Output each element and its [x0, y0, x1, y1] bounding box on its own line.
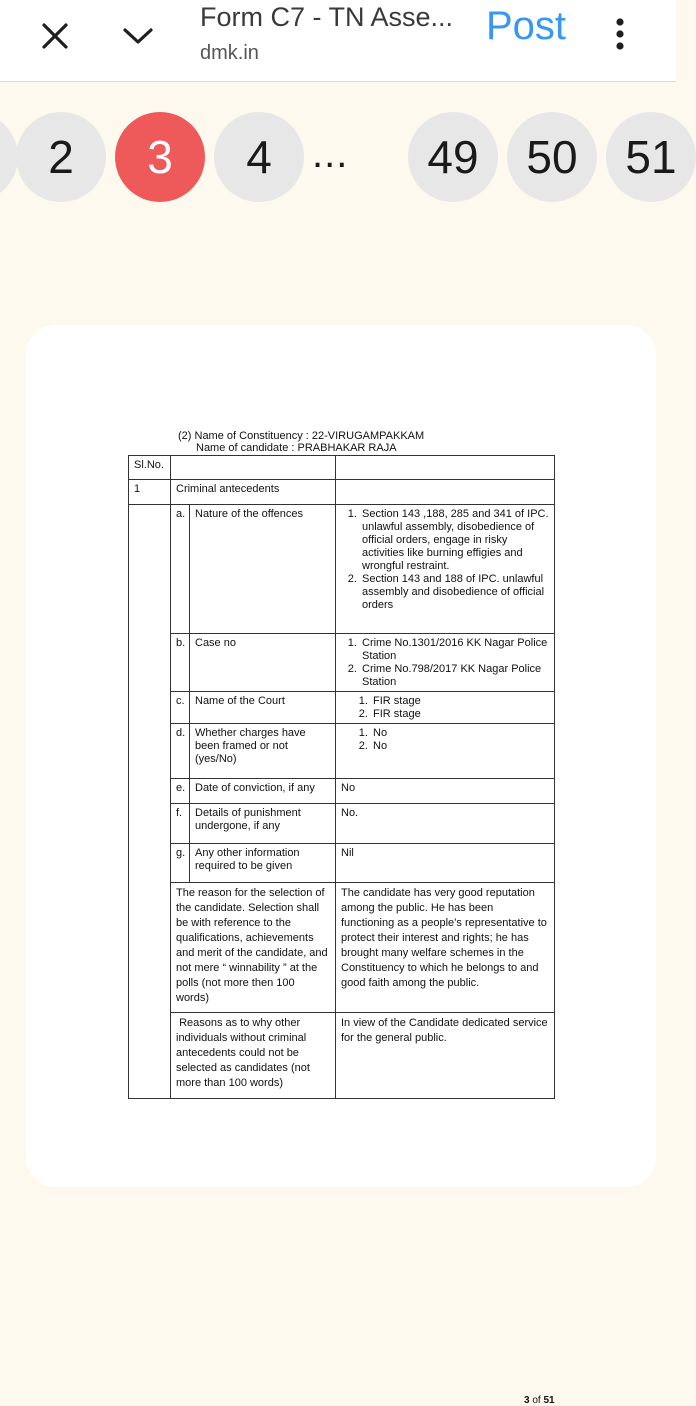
item-value: No.	[336, 804, 555, 844]
item-label: Whether charges have been framed or not (yes/No)	[190, 724, 336, 779]
item-label: Nature of the offences	[190, 505, 336, 634]
item-label: Date of conviction, if any	[190, 779, 336, 804]
page-button-51[interactable]: 51	[606, 112, 696, 202]
table-row	[129, 883, 555, 1013]
close-icon	[41, 22, 69, 50]
page-number: 3 of 51	[524, 1395, 555, 1406]
browser-top-bar	[0, 0, 676, 82]
row-number: 1	[129, 480, 171, 505]
others-value: In view of the Candidate dedicated service for the general public.	[336, 1013, 555, 1099]
table-row	[129, 505, 555, 634]
others-label: Reasons as to why other individuals without criminal antecedents could not be selected as candidates (not more than 100 words)	[171, 1013, 336, 1099]
item-label: Any other information required to be given	[190, 844, 336, 883]
item-letter: f.	[171, 804, 190, 844]
close-button[interactable]	[30, 14, 80, 58]
item-label: Case no	[190, 634, 336, 692]
table-row	[129, 634, 555, 692]
page-domain[interactable]: dmk.in	[200, 42, 259, 64]
page-button-4[interactable]: 4	[214, 112, 304, 202]
page-selector	[0, 112, 676, 202]
table-row	[129, 1013, 555, 1099]
table-row	[129, 779, 555, 804]
table-header-row	[129, 456, 555, 480]
page-ellipsis: ...	[312, 132, 349, 176]
table-row	[129, 804, 555, 844]
item-label: Details of punishment undergone, if any	[190, 804, 336, 844]
item-letter: d.	[171, 724, 190, 779]
reason-label: The reason for the selection of the candidate. Selection shall be with reference to the qualifications, achievements and merit of the candidate, and not mere “ winnability ” at the polls (not more then 100 words)	[171, 883, 336, 1013]
slno-header: Sl.No.	[129, 456, 171, 480]
item-letter: c.	[171, 692, 190, 724]
reason-value: The candidate has very good reputation among the public. He has been functioning as a people’s representative to protect their interest and rights; he has brought many welfare schemes in the Constituency to which he belongs to and good faith among the public.	[336, 883, 555, 1013]
candidate-line: Name of candidate : PRABHAKAR RAJA	[196, 442, 397, 454]
item-label: Name of the Court	[190, 692, 336, 724]
page-button-2[interactable]: 2	[16, 112, 106, 202]
collapse-button[interactable]	[114, 14, 162, 58]
page-title: Form C7 - TN Asse...	[200, 2, 454, 32]
item-value: 1. FIR stage 2. FIR stage	[336, 692, 555, 724]
item-value: Nil	[336, 844, 555, 883]
criminal-antecedents-table	[128, 455, 555, 1099]
item-letter: g.	[171, 844, 190, 883]
item-letter: e.	[171, 779, 190, 804]
table-row	[129, 480, 555, 505]
table-row	[129, 692, 555, 724]
page-button-50[interactable]: 50	[507, 112, 597, 202]
page-button-49[interactable]: 49	[408, 112, 498, 202]
table-row	[129, 844, 555, 883]
item-value: 1. No 2. No	[336, 724, 555, 779]
more-options-button[interactable]	[602, 12, 638, 56]
item-value: 1. Crime No.1301/2016 KK Nagar Police Station 2. Crime No.798/2017 KK Nagar Police Station	[336, 634, 555, 692]
post-button[interactable]: Post	[486, 4, 567, 48]
item-value: No	[336, 779, 555, 804]
table-row	[129, 724, 555, 779]
chevron-down-icon	[122, 26, 154, 46]
page-button-3-active[interactable]: 3	[115, 112, 205, 202]
item-letter: a.	[171, 505, 190, 634]
row-label: Criminal antecedents	[171, 480, 336, 505]
kebab-menu-icon	[615, 17, 625, 51]
item-value: 1. Section 143 ,188, 285 and 341 of IPC. unlawful assembly, disobedience of official orders, engage in risky activities like burning effigies and wrongful restraint. 2. Section 143 and 188 of IPC. unlawful assembly and disobedience of official orders	[336, 505, 555, 634]
item-letter: b.	[171, 634, 190, 692]
constituency-line: (2) Name of Constituency : 22-VIRUGAMPAKKAM	[178, 430, 425, 442]
